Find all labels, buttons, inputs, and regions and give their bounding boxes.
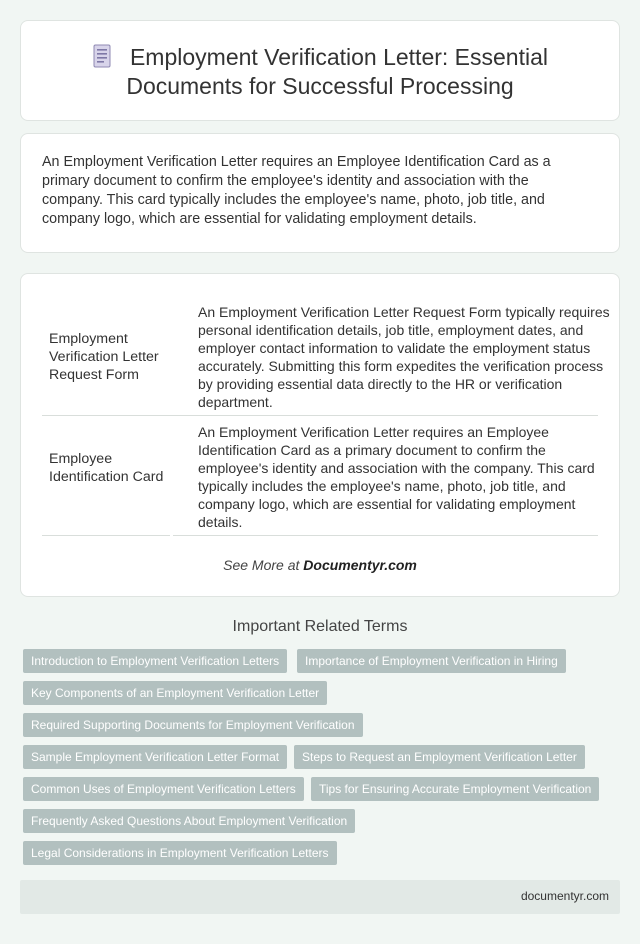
header-card: [20, 20, 620, 121]
related-term-tag[interactable]: Sample Employment Verification Letter Format: [23, 745, 287, 769]
see-more-link[interactable]: [21, 557, 619, 573]
related-term-tag[interactable]: Frequently Asked Questions About Employment Verification: [23, 809, 355, 833]
related-term-tag[interactable]: Tips for Ensuring Accurate Employment Verification: [311, 777, 599, 801]
intro-paragraph: An Employment Verification Letter requires an Employee Identification Card as a primary document to confirm the employee's identity and association with the company. This card typically includes the employee's name, photo, job title, and company logo, which are essential for validating employment details.: [42, 154, 551, 227]
table-description: An Employment Verification Letter requires an Employee Identification Card as a primary document to confirm the employee's identity and association with the company. This card typically includes the employee's name, photo, job title, and company logo, which are essential for validating employment details.: [198, 424, 595, 530]
related-term-tag[interactable]: Legal Considerations in Employment Verification Letters: [23, 841, 337, 865]
see-more-prefix: See More at: [223, 557, 304, 573]
footer-site-link[interactable]: documentyr.com: [520, 889, 609, 903]
related-term-tag[interactable]: Introduction to Employment Verification Letters: [23, 649, 287, 673]
page-title: [21, 43, 619, 101]
related-term-tag[interactable]: Steps to Request an Employment Verification Letter: [294, 745, 585, 769]
intro-card: [20, 133, 620, 253]
page-title-text: Employment Verification Letter: Essential Documents for Successful Processing: [126, 44, 549, 99]
table-term: Employee Identification Card: [49, 451, 164, 485]
row-divider: [42, 415, 598, 416]
table-term: Employment Verification Letter Request Form: [49, 331, 159, 383]
related-terms-heading: Important Related Terms: [232, 618, 408, 635]
see-more-site[interactable]: Documentyr.com: [303, 557, 417, 573]
documents-table-card: [20, 273, 620, 597]
row-divider: [173, 535, 598, 536]
document-icon: [92, 44, 112, 68]
related-term-tag[interactable]: Key Components of an Employment Verification Letter: [23, 681, 327, 705]
table-row: [42, 423, 598, 530]
row-divider: [42, 535, 170, 536]
footer-bar: [20, 880, 620, 914]
table-row: [42, 303, 610, 410]
table-description: An Employment Verification Letter Request Form typically requires personal identification details, job title, employment dates, and employer contact information to validate the employment status accurately. Submitting this form expedites the verification process by providing essential data directly to the HR or verification department.: [198, 304, 610, 410]
related-term-tag[interactable]: Required Supporting Documents for Employment Verification: [23, 713, 363, 737]
related-term-tag[interactable]: Importance of Employment Verification in Hiring: [297, 649, 566, 673]
related-term-tag[interactable]: Common Uses of Employment Verification Letters: [23, 777, 304, 801]
